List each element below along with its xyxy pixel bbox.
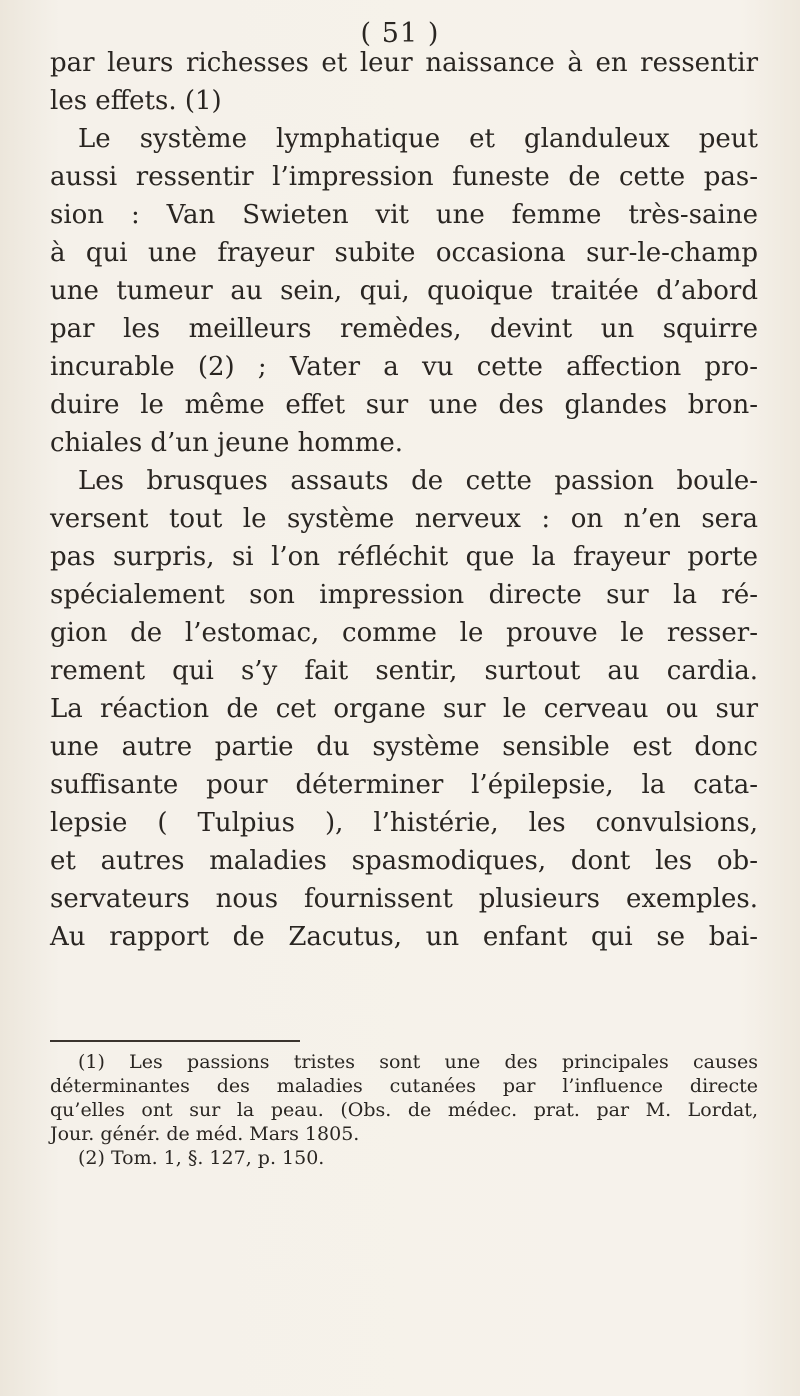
text-line: spécialement son impression directe sur la ré-: [50, 580, 758, 610]
text-line: une tumeur au sein, qui, quoique traitée d’abord: [50, 276, 758, 306]
footnote-line: (2) Tom. 1, §. 127, p. 150.: [78, 1147, 325, 1169]
text-line: par leurs richesses et leur naissance à en ressentir: [50, 48, 758, 78]
text-line: rement qui s’y fait sentir, surtout au cardia.: [50, 656, 758, 686]
text-line: gion de l’estomac, comme le prouve le resser-: [50, 618, 758, 648]
text-line: La réaction de cet organe sur le cerveau ou sur: [50, 694, 758, 724]
text-line: à qui une frayeur subite occasiona sur-le-champ: [50, 238, 758, 268]
text-line: les effets. (1): [50, 86, 222, 116]
footnote-line: déterminantes des maladies cutanées par l’influence directe: [50, 1075, 758, 1097]
text-line: Le système lymphatique et glanduleux peut: [78, 124, 758, 154]
text-line: duire le même effet sur une des glandes bron-: [50, 390, 758, 420]
text-line: sion : Van Swieten vit une femme très-saine: [50, 200, 758, 230]
text-line: suffisante pour déterminer l’épilepsie, la cata-: [50, 770, 758, 800]
text-line: Les brusques assauts de cette passion boule-: [78, 466, 758, 496]
footnote-line: Jour. génér. de méd. Mars 1805.: [50, 1123, 360, 1145]
text-line: et autres maladies spasmodiques, dont les ob-: [50, 846, 758, 876]
text-line: Au rapport de Zacutus, un enfant qui se bai-: [50, 922, 758, 952]
text-line: chiales d’un jeune homme.: [50, 428, 404, 458]
body-text: [50, 44, 758, 956]
text-line: aussi ressentir l’impression funeste de cette pas-: [50, 162, 758, 192]
text-line: une autre partie du système sensible est donc: [50, 732, 758, 762]
text-line: lepsie ( Tulpius ), l’histérie, les convulsions,: [50, 808, 758, 838]
text-line: versent tout le système nerveux : on n’en sera: [50, 504, 758, 534]
text-line: incurable (2) ; Vater a vu cette affection pro-: [50, 352, 758, 382]
footnote-line: (1) Les passions tristes sont une des principales causes: [78, 1051, 758, 1073]
text-line: par les meilleurs remèdes, devint un squirre: [50, 314, 758, 344]
footnote-separator: [50, 1040, 300, 1042]
footnote-line: qu’elles ont sur la peau. (Obs. de médec. prat. par M. Lordat,: [50, 1099, 758, 1121]
footnotes: [50, 1050, 758, 1170]
text-line: servateurs nous fournissent plusieurs exemples.: [50, 884, 758, 914]
page-number: ( 51 ): [360, 18, 440, 49]
text-line: pas surpris, si l’on réfléchit que la frayeur porte: [50, 542, 758, 572]
